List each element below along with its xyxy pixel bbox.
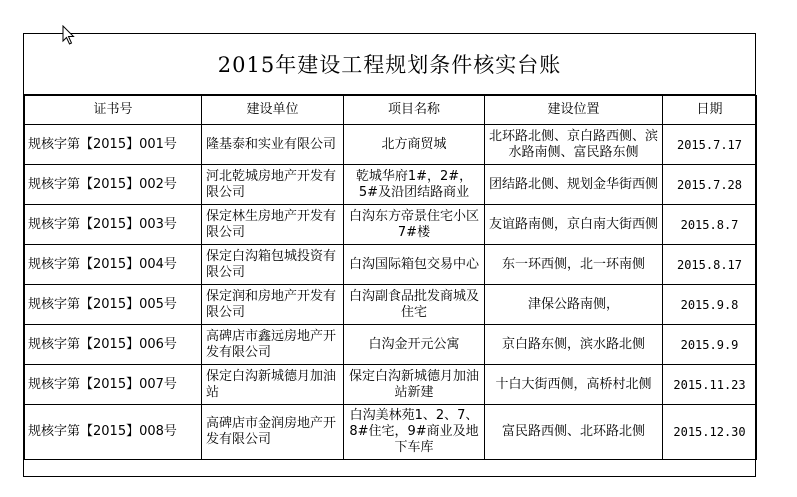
- table-row: [25, 365, 757, 405]
- cell-location: 东一环西侧，北一环南侧: [485, 245, 663, 285]
- table-row: [25, 245, 757, 285]
- cell-cert: 规核字第【2015】004号: [25, 245, 202, 285]
- header-unit: 建设单位: [202, 96, 344, 125]
- cell-unit: 保定润和房地产开发有限公司: [202, 285, 344, 325]
- cell-project: 白沟国际箱包交易中心: [344, 245, 485, 285]
- header-cert: 证书号: [25, 96, 202, 125]
- cell-project: 北方商贸城: [344, 125, 485, 165]
- cell-location: 富民路西侧、北环路北侧: [485, 405, 663, 460]
- cell-project: 白沟美林苑1、2、7、8#住宅，9#商业及地下车库: [344, 405, 485, 460]
- cell-unit: 保定白沟新城德月加油站: [202, 365, 344, 405]
- cell-project: 白沟东方帝景住宅小区7#楼: [344, 205, 485, 245]
- cell-unit: 保定白沟箱包城投资有限公司: [202, 245, 344, 285]
- cell-cert: 规核字第【2015】008号: [25, 405, 202, 460]
- cell-cert: 规核字第【2015】002号: [25, 165, 202, 205]
- cell-date: 2015.12.30: [663, 405, 757, 460]
- cell-cert: 规核字第【2015】005号: [25, 285, 202, 325]
- cell-project: 乾城华府1#，2#，5#及沿团结路商业: [344, 165, 485, 205]
- header-project: 项目名称: [344, 96, 485, 125]
- cell-date: 2015.9.9: [663, 325, 757, 365]
- cell-location: 十白大街西侧，高桥村北侧: [485, 365, 663, 405]
- cell-location: 友谊路南侧，京白南大街西侧: [485, 205, 663, 245]
- cell-project: 保定白沟新城德月加油站新建: [344, 365, 485, 405]
- ledger-table: [24, 95, 757, 460]
- table-row: [25, 325, 757, 365]
- table-row: [25, 125, 757, 165]
- cell-cert: 规核字第【2015】006号: [25, 325, 202, 365]
- cell-location: 京白路东侧，滨水路北侧: [485, 325, 663, 365]
- cell-location: 团结路北侧、规划金华街西侧: [485, 165, 663, 205]
- cell-unit: 保定林生房地产开发有限公司: [202, 205, 344, 245]
- mouse-cursor-icon: [62, 25, 76, 45]
- cell-unit: 高碑店市鑫远房地产开发有限公司: [202, 325, 344, 365]
- table-row: [25, 205, 757, 245]
- header-date: 日期: [663, 96, 757, 125]
- table-row: [25, 405, 757, 460]
- cell-date: 2015.7.17: [663, 125, 757, 165]
- cell-cert: 规核字第【2015】007号: [25, 365, 202, 405]
- cell-location: 津保公路南侧，: [485, 285, 663, 325]
- cell-unit: 河北乾城房地产开发有限公司: [202, 165, 344, 205]
- cell-unit: 隆基泰和实业有限公司: [202, 125, 344, 165]
- cell-cert: 规核字第【2015】001号: [25, 125, 202, 165]
- table-row: [25, 165, 757, 205]
- cell-project: 白沟金开元公寓: [344, 325, 485, 365]
- cell-date: 2015.8.7: [663, 205, 757, 245]
- cell-date: 2015.7.28: [663, 165, 757, 205]
- cell-cert: 规核字第【2015】003号: [25, 205, 202, 245]
- cell-date: 2015.8.17: [663, 245, 757, 285]
- cell-unit: 高碑店市金润房地产开发有限公司: [202, 405, 344, 460]
- table-row: [25, 285, 757, 325]
- cell-date: 2015.11.23: [663, 365, 757, 405]
- cell-date: 2015.9.8: [663, 285, 757, 325]
- header-location: 建设位置: [485, 96, 663, 125]
- header-row: [25, 96, 757, 125]
- ledger-sheet: [23, 33, 756, 477]
- cell-project: 白沟副食品批发商城及住宅: [344, 285, 485, 325]
- sheet-title: 2015年建设工程规划条件核实台账: [24, 34, 755, 95]
- cell-location: 北环路北侧、京白路西侧、滨水路南侧、富民路东侧: [485, 125, 663, 165]
